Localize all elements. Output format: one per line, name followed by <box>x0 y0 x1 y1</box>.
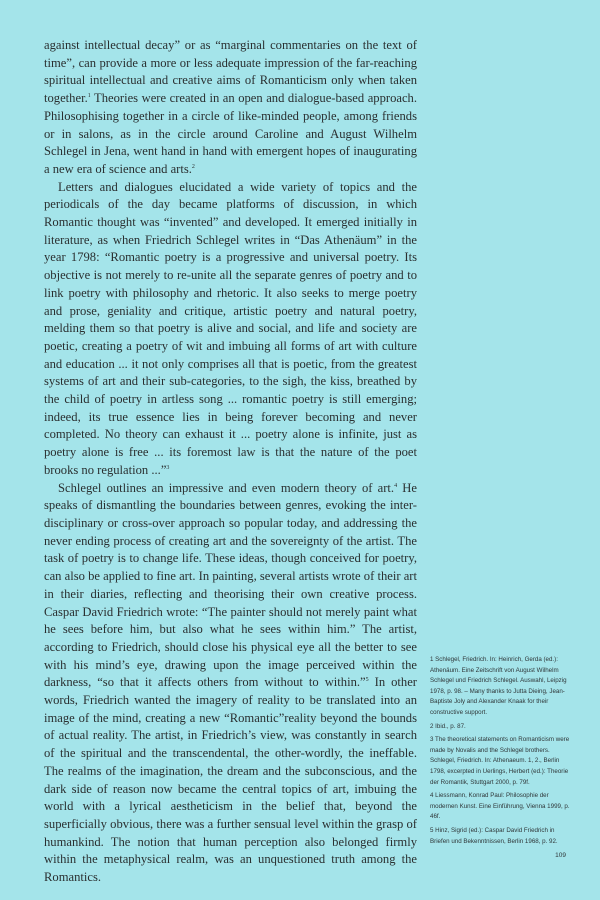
main-body-text <box>44 37 417 887</box>
footnote-3: 3 The theoretical statements on Romanticism were made by Novalis and the Schlegel brothers. Schlegel, Friedrich. In: Athenaeum. 1, 2., Berlin 1798, excerpted in Uerlings, Herbert (ed.): Theorie der Romantik, Stuttgart 2000, p. 79f. <box>430 736 570 786</box>
paragraph-2 <box>44 179 417 480</box>
paragraph-1-text-a: against intellectual decay” or as “marginal commentaries on the text of time”, can provide a more or less adequate impression of the far-reaching spiritual intellectual and creative aims of Romanticism only when taken together. <box>44 38 417 106</box>
paragraph-3 <box>44 480 417 887</box>
paragraph-1-text-b: Theories were created in an open and dialogue-based approach. Philosophising together in a circle of like-minded people, among friends or in salons, as in the circle around Caroline and August Wilhelm Schlegel in Jena, went hand in hand with emergent hopes of inaugurating a new era of science and arts. <box>44 91 417 176</box>
paragraph-2-text-a: Letters and dialogues elucidated a wide variety of topics and the periodicals of the day became platforms of discussion, in which Romantic thought was “invented” and developed. It emerged initially in literature, as when Friedrich Schlegel writes in “Das Athenäum” in the year 1798: “Romantic poetry is a progressive and universal poetry. Its objective is not merely to re-unite all the separate genres of poetry and to link poetry with philosophy and rhetoric. It also seeks to merge poetry and prose, geniality and critique, artistic poetry and natural poetry, melding them so that poetry is alive and social, and life and society are poetic, creating a poetry of wit and imbuing all forms of art with culture and education ... it not only comprises all that is poetic, from the greatest systems of art and their sub-categories, to the sigh, the kiss, breathed by the child of poetry in artless song ... romantic poetry is still emerging; indeed, its true essence lies in being forever becoming and never completed. No theory can exhaust it ... poetry alone is infinite, just as poetry alone is free ... its foremost law is that the nature of the poet brooks no regulation ...” <box>44 179 417 477</box>
footnote-1: 1 Schlegel, Friedrich. In: Heinrich, Gerda (ed.): Athenäum. Eine Zeitschrift von August Wilhelm Schlegel und Friedrich Schlegel. Auswahl, Leipzig 1978, p. 98. – Many thanks to Jutta Dieing, Jean-Baptiste Joly and Alexander Knaak for their constructive support. <box>430 656 567 716</box>
footnote-ref-3: 3 <box>166 464 170 471</box>
paragraph-3-text-b: He speaks of dismantling the boundaries between genres, evoking the inter-disciplinary or cross-over approach so popular today, and addressing the never ending process of creating art and the sovereignty of the artist. The task of poetry is to change life. These ideas, though conceived for poetry, can also be applied to fine art. In painting, several artists wrote of their art in their diaries, reflecting and theorising their own creative process. Caspar David Friedrich wrote: “The painter should not merely paint what he sees before him, but also what he sees within him.” The artist, according to Friedrich, should close his physical eye all the better to see with his mind’s eye, drawing upon the image perceived within the darkness, “so that it affects others from without to within.” <box>44 480 417 690</box>
footnote-ref-4: 4 <box>394 482 398 489</box>
footnote-4: 4 Liessmann, Konrad Paul: Philosophie der modernen Kunst. Eine Einführung, Vienna 1999, p. 46f. <box>430 792 570 821</box>
page-number: 109 <box>555 852 566 859</box>
footnote-5: 5 Hinz, Sigrid (ed.): Caspar David Friedrich in Briefen und Bekenntnissen, Berlin 1968, p. 92. <box>430 826 558 845</box>
paragraph-3-text-c: In other words, Friedrich wanted the imagery of reality to be translated into an image of the mind, creating a new “Romantic”reality beyond the bounds of actual reality. The artist, in Friedrich’s view, was constantly in search of the spiritual and the transcendental, the other-wordly, the ineffable. The realms of the imagination, the dream and the subconscious, and the dark side of reason now became the central topics of art, imbuing the world with a lyrical aestheticism in the belief that, beyond the superficially obvious, there was a further sensual level within the grasp of humankind. The notion that human perception also belonged firmly within the metaphysical realm, was an unquestioned truth among the Romantics. <box>44 675 417 885</box>
footnotes <box>430 655 570 850</box>
footnote-ref-1: 1 <box>87 93 91 100</box>
paragraph-3-text-a: Schlegel outlines an impressive and even modern theory of art. <box>58 480 395 495</box>
footnote-2: 2 Ibid., p. 87. <box>430 722 466 730</box>
paragraph-1 <box>44 37 417 179</box>
footnote-ref-5: 5 <box>365 677 369 684</box>
footnote-ref-2: 2 <box>191 163 195 170</box>
